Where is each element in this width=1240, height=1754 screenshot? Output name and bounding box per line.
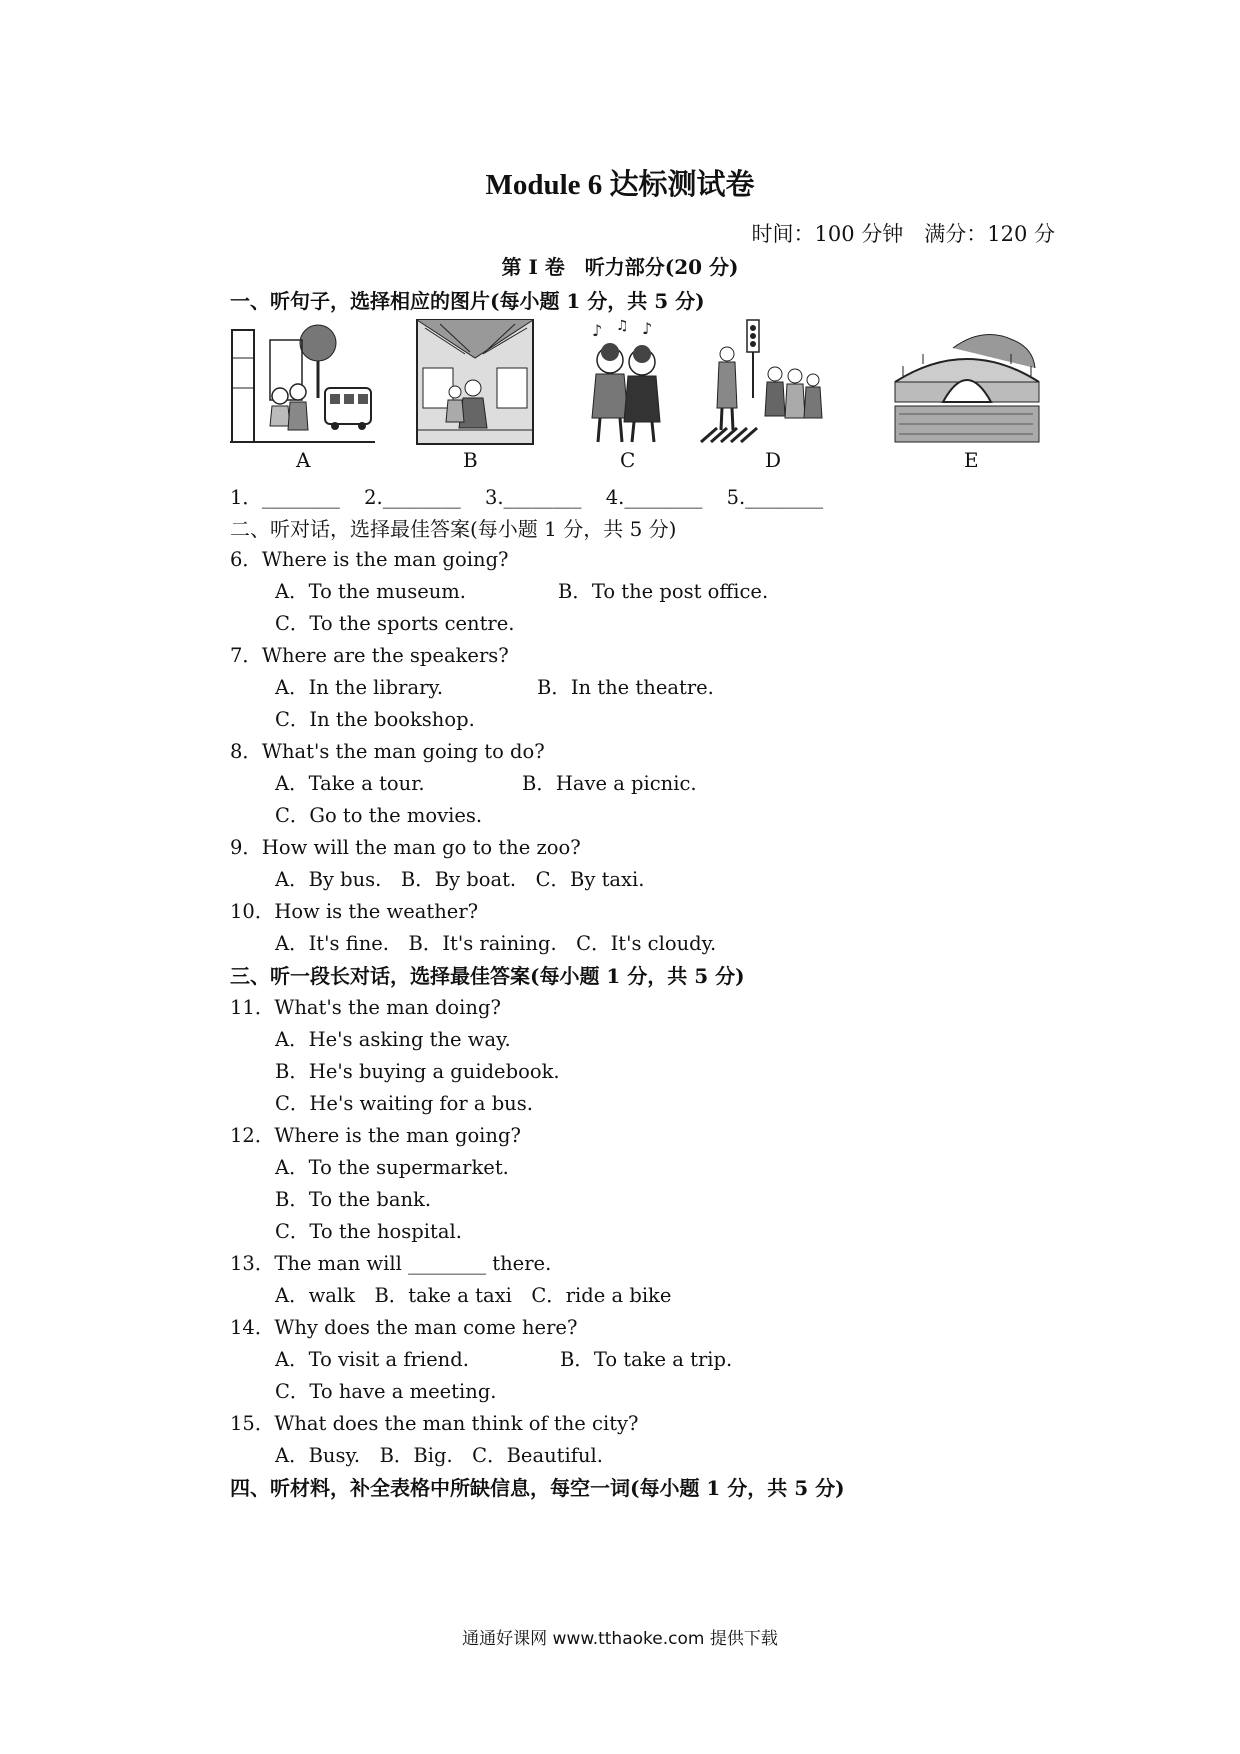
section-1-title: 一、听句子，选择相应的图片(每小题 1 分，共 5 分)	[230, 289, 705, 313]
question-8: 8．What's the man going to do?	[230, 740, 545, 763]
q6-option-b[interactable]: B．To the post office.	[558, 580, 769, 603]
picture-c	[580, 318, 670, 446]
q10-options[interactable]: A．It's fine. B．It's raining. C．It's cloudy.	[275, 932, 717, 955]
question-12: 12．Where is the man going?	[230, 1124, 521, 1147]
q14-option-b[interactable]: B．To take a trip.	[560, 1348, 733, 1371]
children-singing-illustration	[580, 318, 670, 446]
q8-option-b[interactable]: B．Have a picnic.	[522, 772, 697, 795]
answer-blanks	[230, 482, 841, 510]
q11-option-a[interactable]: A．He's asking the way.	[275, 1028, 511, 1051]
q11-option-c[interactable]: C．He's waiting for a bus.	[275, 1092, 533, 1115]
exam-meta: 时间：100 分钟 满分：120 分	[751, 222, 1055, 246]
svg-text:♪: ♪	[642, 319, 653, 338]
svg-text:♪: ♪	[592, 321, 603, 340]
question-14: 14．Why does the man come here?	[230, 1316, 578, 1339]
picture-b	[415, 318, 535, 446]
stone-bridge-illustration	[893, 318, 1041, 446]
answer-blank-4[interactable]: 4.________	[605, 486, 703, 509]
q12-option-a[interactable]: A．To the supermarket.	[275, 1156, 509, 1179]
picture-label-b: B	[463, 448, 478, 472]
picture-label-e: E	[964, 448, 979, 472]
question-11: 11．What's the man doing?	[230, 996, 501, 1019]
q6-option-c[interactable]: C．To the sports centre.	[275, 612, 515, 635]
page-title: Module 6 达标测试卷	[485, 169, 755, 201]
picture-d	[697, 318, 827, 446]
answer-blank-5[interactable]: 5.________	[726, 486, 824, 509]
shop-interior-illustration	[415, 318, 535, 446]
answer-blank-2[interactable]: 2.________	[364, 486, 461, 509]
picture-e	[893, 318, 1041, 446]
street-bus-illustration	[230, 318, 375, 446]
q8-option-c[interactable]: C．Go to the movies.	[275, 804, 483, 827]
svg-text:♫: ♫	[616, 318, 629, 334]
section-4-title: 四、听材料，补全表格中所缺信息，每空一词(每小题 1 分，共 5 分)	[230, 1476, 845, 1500]
question-15: 15．What does the man think of the city?	[230, 1412, 639, 1435]
q6-option-a[interactable]: A．To the museum.	[275, 580, 466, 603]
traffic-light-crossing-illustration	[697, 318, 827, 446]
part-title: 第 I 卷 听力部分(20 分)	[501, 255, 739, 279]
q7-option-b[interactable]: B．In the theatre.	[537, 676, 714, 699]
section-3-title: 三、听一段长对话，选择最佳答案(每小题 1 分，共 5 分)	[230, 964, 745, 988]
q8-option-a[interactable]: A．Take a tour.	[275, 772, 425, 795]
q9-options[interactable]: A．By bus. B．By boat. C．By taxi.	[275, 868, 645, 891]
question-10: 10．How is the weather?	[230, 900, 479, 923]
picture-label-d: D	[765, 448, 782, 472]
q14-option-a[interactable]: A．To visit a friend.	[275, 1348, 469, 1371]
picture-label-a: A	[296, 448, 311, 472]
q15-options[interactable]: A．Busy. B．Big. C．Beautiful.	[275, 1444, 603, 1467]
question-13: 13．The man will ________ there.	[230, 1252, 552, 1275]
q14-option-c[interactable]: C．To have a meeting.	[275, 1380, 497, 1403]
answer-blank-3[interactable]: 3.________	[484, 486, 582, 509]
q12-option-c[interactable]: C．To the hospital.	[275, 1220, 462, 1243]
question-9: 9．How will the man go to the zoo?	[230, 836, 581, 859]
picture-label-c: C	[620, 448, 636, 472]
question-6: 6．Where is the man going?	[230, 548, 509, 571]
picture-a	[230, 318, 375, 446]
q7-option-c[interactable]: C．In the bookshop.	[275, 708, 475, 731]
answer-blank-1[interactable]: 1．________	[230, 486, 340, 509]
page-footer: 通通好课网 www.tthaoke.com 提供下载	[462, 1629, 778, 1649]
q12-option-b[interactable]: B．To the bank.	[275, 1188, 432, 1211]
question-7: 7．Where are the speakers?	[230, 644, 509, 667]
q11-option-b[interactable]: B．He's buying a guidebook.	[275, 1060, 560, 1083]
q7-option-a[interactable]: A．In the library.	[275, 676, 444, 699]
q13-options[interactable]: A．walk B．take a taxi C．ride a bike	[275, 1284, 672, 1307]
section-2-title: 二、听对话，选择最佳答案(每小题 1 分，共 5 分)	[230, 517, 677, 541]
